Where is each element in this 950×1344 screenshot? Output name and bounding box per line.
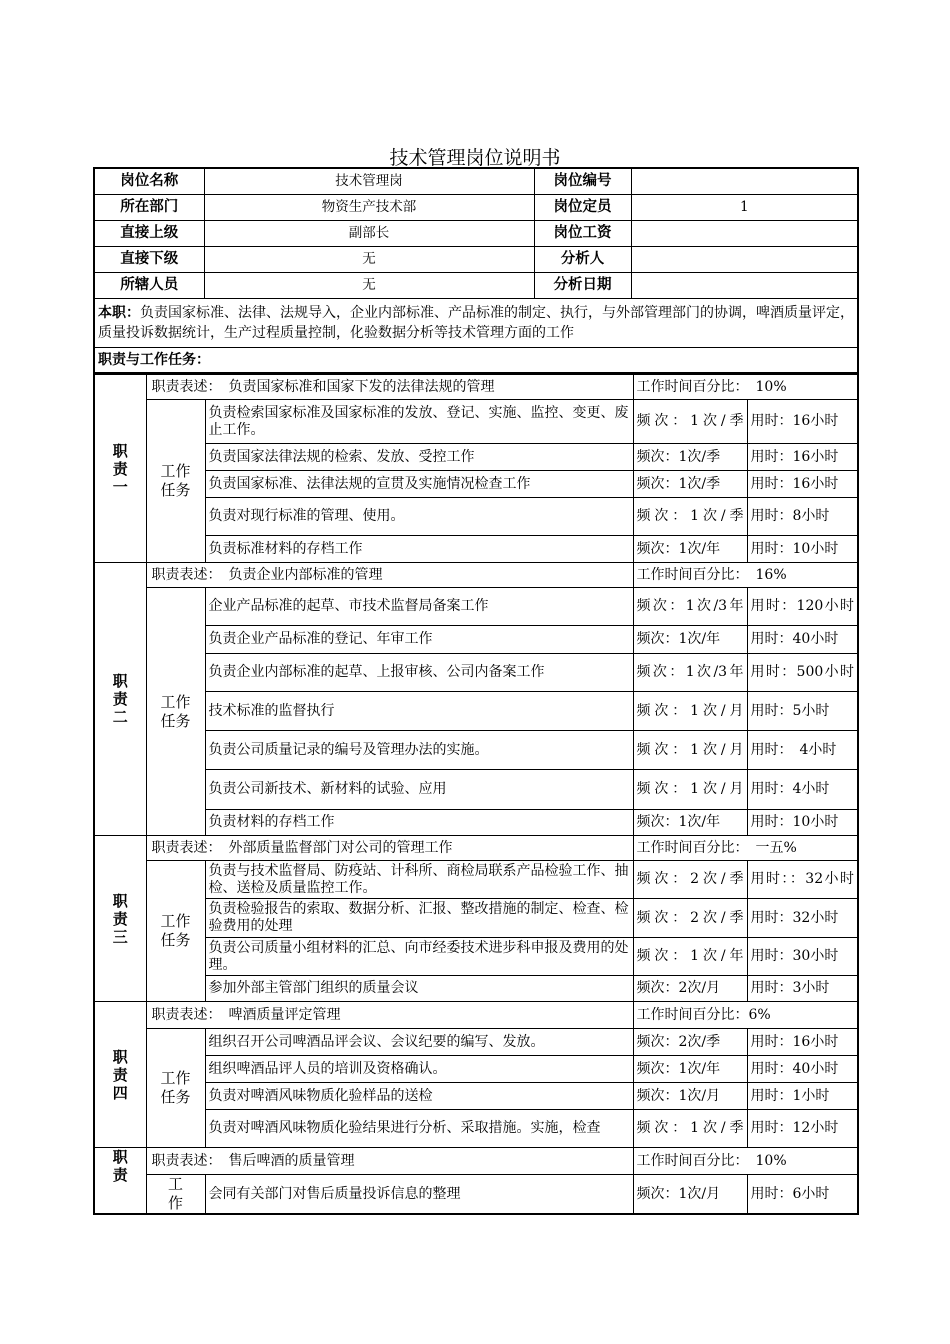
task-text: 负责企业产品标准的登记、年审工作 <box>205 626 633 654</box>
info-row <box>94 195 858 221</box>
duty-desc-label: 职责表述： <box>151 1006 215 1023</box>
analyst-value <box>631 247 858 273</box>
pos-no-value <box>631 168 858 195</box>
task-time: 用时：16小时 <box>747 471 858 498</box>
task-frequency: 频次：1次/年 <box>633 938 747 976</box>
duty-percent: 工作时间百分比： 10% <box>633 375 858 400</box>
managed-label: 所辖人员 <box>94 273 204 299</box>
duty-desc-label: 职责表述： <box>151 566 215 583</box>
task-text: 组织召开公司啤酒品评会议、会议纪要的编写、发放。 <box>205 1029 633 1056</box>
duty-desc-row <box>94 1148 858 1175</box>
task-text: 负责标准材料的存档工作 <box>205 536 633 563</box>
task-time: 用时：16小时 <box>747 444 858 471</box>
duty-desc <box>146 375 633 400</box>
task-text: 会同有关部门对售后质量投诉信息的整理 <box>205 1175 633 1215</box>
task-row <box>94 1056 858 1083</box>
task-time: 用时：3小时 <box>747 976 858 1002</box>
task-time: 用时：32小时 <box>747 899 858 938</box>
pos-no-label: 岗位编号 <box>534 168 631 195</box>
job-description-form <box>93 167 857 1215</box>
task-time: 用时：1小时 <box>747 1083 858 1110</box>
task-row <box>94 471 858 498</box>
task-frequency: 频次：1次/季 <box>633 471 747 498</box>
task-text: 组织啤酒品评人员的培训及资格确认。 <box>205 1056 633 1083</box>
duty-desc-text: 售后啤酒的质量管理 <box>214 1152 355 1169</box>
duty-percent: 工作时间百分比：6% <box>633 1002 858 1029</box>
task-row <box>94 1029 858 1056</box>
managed-value: 无 <box>204 273 534 299</box>
duty-desc <box>146 563 633 588</box>
task-frequency: 频次：2次/月 <box>633 976 747 1002</box>
task-row <box>94 1083 858 1110</box>
task-time: 用时：10小时 <box>747 810 858 836</box>
task-frequency: 频次：2次/季 <box>633 861 747 899</box>
info-row <box>94 221 858 247</box>
task-time: 用时：6小时 <box>747 1175 858 1215</box>
task-time: 用时：40小时 <box>747 1056 858 1083</box>
info-row <box>94 273 858 299</box>
task-time: 用时：12小时 <box>747 1110 858 1148</box>
task-frequency: 频次：2次/季 <box>633 1029 747 1056</box>
duty-desc-row <box>94 836 858 861</box>
task-time: 用时：8小时 <box>747 498 858 536</box>
duty-desc-label: 职责表述： <box>151 378 215 395</box>
task-time: 用时： 4小时 <box>747 731 858 770</box>
task-frequency: 频次：1次/季 <box>633 400 747 444</box>
staff-value: 1 <box>631 195 858 221</box>
work-task-label: 工 作 <box>146 1175 205 1215</box>
task-row <box>94 810 858 836</box>
task-row <box>94 1110 858 1148</box>
analyst-label: 分析人 <box>534 247 631 273</box>
task-time: 用时：16小时 <box>747 1029 858 1056</box>
task-frequency: 频次：1次/年 <box>633 626 747 654</box>
duty-percent: 工作时间百分比： 16% <box>633 563 858 588</box>
wage-value <box>631 221 858 247</box>
task-text: 技术标准的监督执行 <box>205 692 633 731</box>
duty-name: 职 责 二 <box>94 563 146 836</box>
duty-name: 职 责 一 <box>94 375 146 563</box>
subordinate-label: 直接下级 <box>94 247 204 273</box>
task-row <box>94 626 858 654</box>
task-time: 用时：120小时 <box>747 588 858 626</box>
task-frequency: 频次：1次/季 <box>633 498 747 536</box>
duty-desc-text: 外部质量监督部门对公司的管理工作 <box>214 839 453 856</box>
superior-label: 直接上级 <box>94 221 204 247</box>
task-time: 用时：16小时 <box>747 400 858 444</box>
date-value <box>631 273 858 299</box>
task-text: 负责国家标准、法律法规的宣贯及实施情况检查工作 <box>205 471 633 498</box>
duties-body <box>94 375 858 1215</box>
info-row <box>94 168 858 195</box>
duty-desc-label: 职责表述： <box>151 1152 215 1169</box>
task-frequency: 频次：1次/月 <box>633 770 747 810</box>
task-row <box>94 400 858 444</box>
task-row <box>94 976 858 1002</box>
staff-label: 岗位定员 <box>534 195 631 221</box>
task-text: 负责材料的存档工作 <box>205 810 633 836</box>
duties-heading: 职责与工作任务： <box>94 348 858 374</box>
task-row <box>94 861 858 899</box>
task-frequency: 频次：1次/月 <box>633 692 747 731</box>
task-time: 用时：500小时 <box>747 654 858 692</box>
task-text: 企业产品标准的起草、市技术监督局备案工作 <box>205 588 633 626</box>
task-row <box>94 498 858 536</box>
task-time: 用时：4小时 <box>747 770 858 810</box>
work-task-label: 工作 任务 <box>146 400 205 563</box>
duty-desc-row <box>94 563 858 588</box>
work-task-label: 工作 任务 <box>146 861 205 1002</box>
task-frequency: 频次：2次/季 <box>633 899 747 938</box>
work-task-label: 工作 任务 <box>146 588 205 836</box>
task-time: 用时：40小时 <box>747 626 858 654</box>
pos-name-label: 岗位名称 <box>94 168 204 195</box>
task-time: 用时：5小时 <box>747 692 858 731</box>
task-row <box>94 692 858 731</box>
task-text: 负责公司质量记录的编号及管理办法的实施。 <box>205 731 633 770</box>
task-text: 负责检索国家标准及国家标准的发放、登记、实施、监控、变更、废止工作。 <box>205 400 633 444</box>
duty-name: 职 责 四 <box>94 1002 146 1148</box>
task-time: 用时：：32小时 <box>747 861 858 899</box>
task-text: 负责国家法律法规的检索、发放、受控工作 <box>205 444 633 471</box>
task-row <box>94 770 858 810</box>
duty-name: 职 责 三 <box>94 836 146 1002</box>
task-row <box>94 654 858 692</box>
duty-desc <box>146 1002 633 1029</box>
duty-summary-text: 负责国家标准、法律、法规导入，企业内部标准、产品标准的制定、执行，与外部管理部门的协调，啤酒质量评定，质量投诉数据统计，生产过程质量控制，化验数据分析等技术管理方面的工作 <box>98 305 854 341</box>
task-row <box>94 444 858 471</box>
duty-name: 职 责 <box>94 1148 146 1215</box>
task-frequency: 频次：1次/季 <box>633 1110 747 1148</box>
dept-value: 物资生产技术部 <box>204 195 534 221</box>
task-text: 负责公司新技术、新材料的试验、应用 <box>205 770 633 810</box>
task-row <box>94 899 858 938</box>
duty-desc <box>146 1148 633 1175</box>
task-frequency: 频次：1次/季 <box>633 444 747 471</box>
task-row <box>94 588 858 626</box>
task-text: 负责与技术监督局、防疫站、计科所、商检局联系产品检验工作、抽检、送检及质量监控工作。 <box>205 861 633 899</box>
task-frequency: 频次：1次/3年 <box>633 588 747 626</box>
duty-summary-label: 本职： <box>98 305 140 321</box>
task-row <box>94 938 858 976</box>
task-text: 负责检验报告的索取、数据分析、汇报、整改措施的制定、检查、检验费用的处理 <box>205 899 633 938</box>
duty-desc-text: 负责企业内部标准的管理 <box>214 566 383 583</box>
duty-summary-row <box>94 299 858 348</box>
duty-percent: 工作时间百分比： 10% <box>633 1148 858 1175</box>
task-frequency: 频次：1次/3年 <box>633 654 747 692</box>
task-frequency: 频次：1次/月 <box>633 1175 747 1215</box>
pos-name-value: 技术管理岗 <box>204 168 534 195</box>
task-frequency: 频次：1次/年 <box>633 1056 747 1083</box>
duties-heading-row <box>94 348 858 374</box>
duty-desc-text: 啤酒质量评定管理 <box>214 1006 341 1023</box>
task-row <box>94 731 858 770</box>
work-task-label: 工作 任务 <box>146 1029 205 1148</box>
dept-label: 所在部门 <box>94 195 204 221</box>
task-time: 用时：30小时 <box>747 938 858 976</box>
task-text: 负责对啤酒风味物质化验样品的送检 <box>205 1083 633 1110</box>
task-text: 负责公司质量小组材料的汇总、向市经委技术进步科申报及费用的处理。 <box>205 938 633 976</box>
superior-value: 副部长 <box>204 221 534 247</box>
task-frequency: 频次：1次/月 <box>633 1083 747 1110</box>
task-time: 用时：10小时 <box>747 536 858 563</box>
duties-table <box>93 374 859 1215</box>
duty-desc <box>146 836 633 861</box>
duty-desc-text: 负责国家标准和国家下发的法律法规的管理 <box>214 378 495 395</box>
task-text: 参加外部主管部门组织的质量会议 <box>205 976 633 1002</box>
duty-desc-row <box>94 1002 858 1029</box>
document-title: 技术管理岗位说明书 <box>389 147 561 169</box>
task-row <box>94 1175 858 1215</box>
task-text: 负责对现行标准的管理、使用。 <box>205 498 633 536</box>
duty-desc-row <box>94 375 858 400</box>
task-frequency: 频次：1次/年 <box>633 536 747 563</box>
date-label: 分析日期 <box>534 273 631 299</box>
subordinate-value: 无 <box>204 247 534 273</box>
task-text: 负责企业内部标准的起草、上报审核、公司内备案工作 <box>205 654 633 692</box>
info-row <box>94 247 858 273</box>
wage-label: 岗位工资 <box>534 221 631 247</box>
duty-desc-label: 职责表述： <box>151 839 215 856</box>
task-row <box>94 536 858 563</box>
task-text: 负责对啤酒风味物质化验结果进行分析、采取措施。实施，检查 <box>205 1110 633 1148</box>
duty-percent: 工作时间百分比： 一五% <box>633 836 858 861</box>
task-frequency: 频次：1次/年 <box>633 810 747 836</box>
info-table <box>93 167 859 374</box>
task-frequency: 频次：1次/月 <box>633 731 747 770</box>
